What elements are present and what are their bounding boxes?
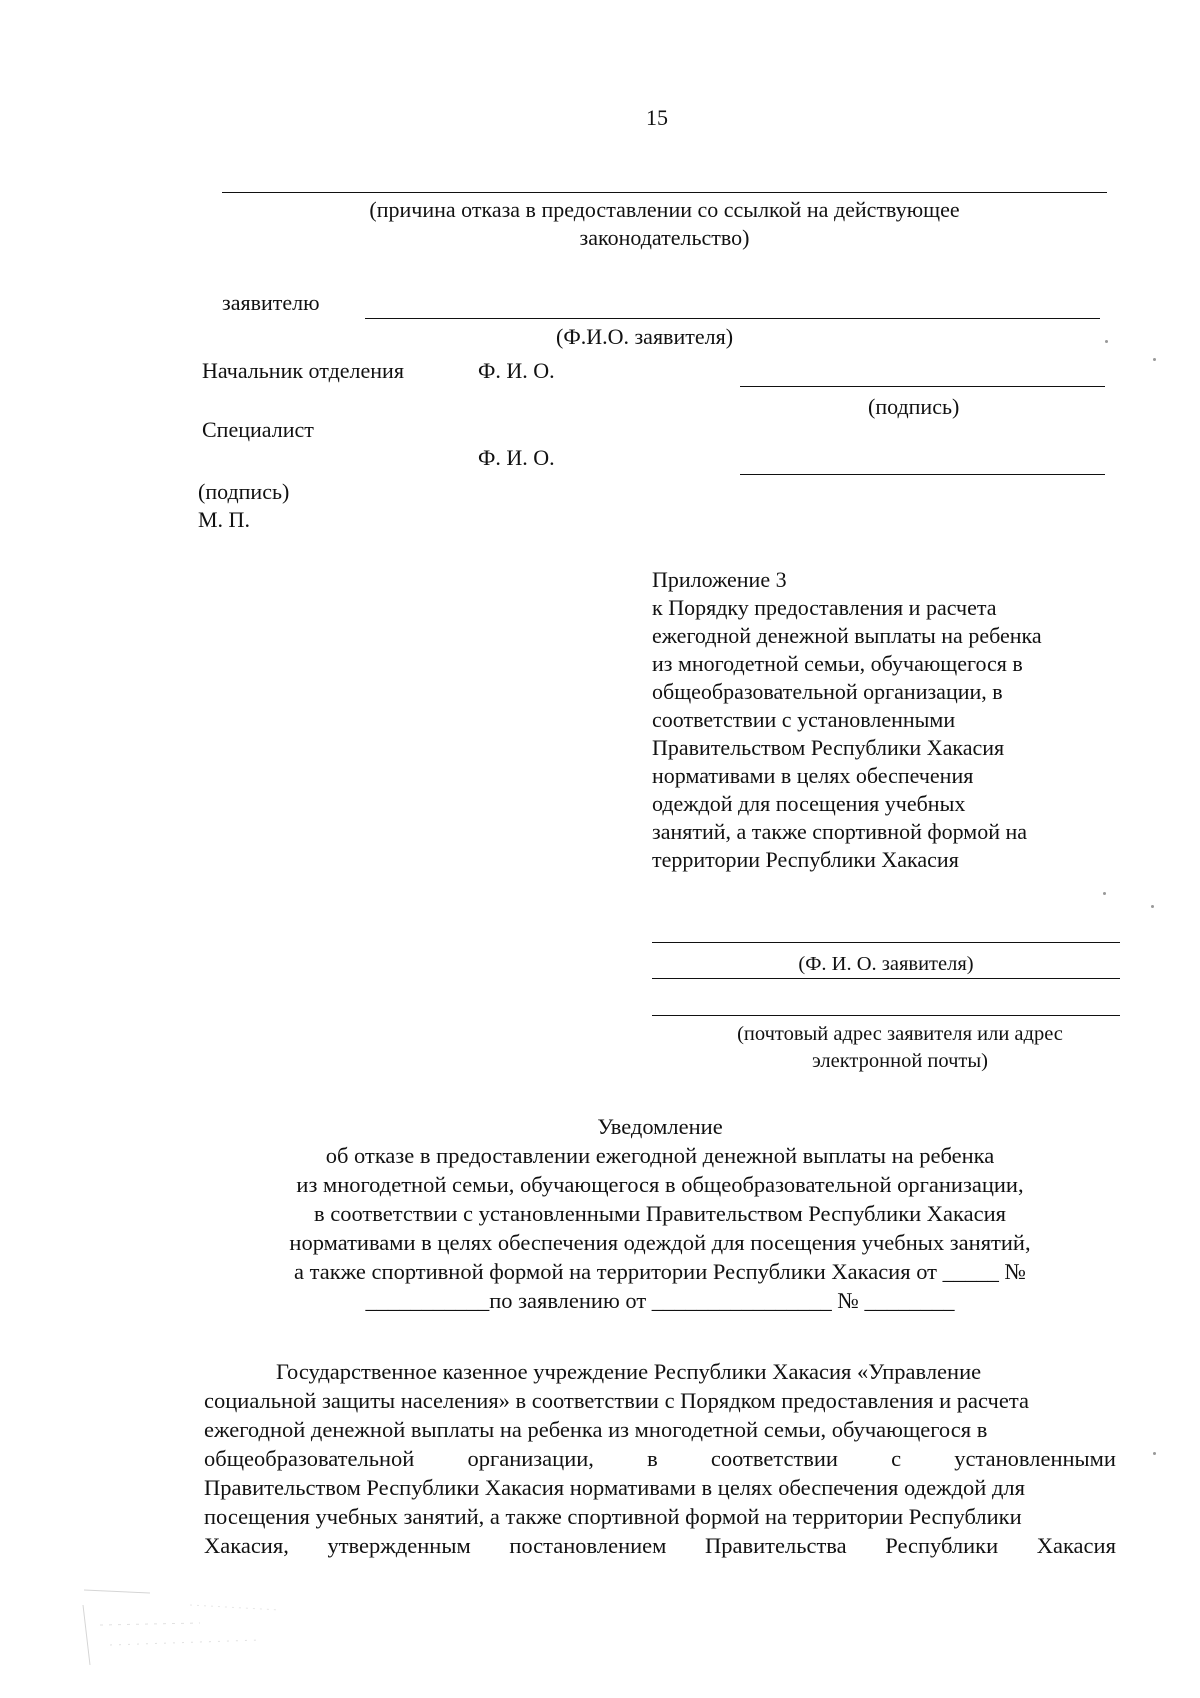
- addressee-fio-underline: [652, 978, 1120, 979]
- body-line-justified: [204, 1531, 1116, 1560]
- body-word: организации,: [467, 1446, 594, 1471]
- notice-line: об отказе в предоставлении ежегодной денежной выплаты на ребенка: [325, 1143, 995, 1168]
- appendix-line: общеобразовательной организации, в: [652, 679, 1003, 704]
- notice-title: Уведомление: [597, 1114, 723, 1139]
- body-word: в: [647, 1446, 658, 1471]
- body-word: с: [891, 1446, 902, 1471]
- body-line: посещения учебных занятий, а также спортивной формой на территории Республики: [204, 1504, 1022, 1529]
- applicant-fio-caption: (Ф.И.О. заявителя): [556, 324, 734, 349]
- appendix-line: Правительством Республики Хакасия: [652, 735, 1005, 760]
- body-line: Правительством Республики Хакасия нормативами в целях обеспечения одеждой для: [204, 1475, 1025, 1500]
- addressee-address-line: [652, 1015, 1120, 1016]
- body-word: Правительства: [705, 1533, 847, 1558]
- body-word: соответствии: [710, 1446, 838, 1471]
- specialist-signature-caption: (подпись): [198, 479, 290, 504]
- addressee-address-caption-1: (почтовый адрес заявителя или адрес: [737, 1023, 1063, 1045]
- head-fio: Ф. И. О.: [478, 358, 555, 383]
- specialist-fio: Ф. И. О.: [478, 445, 555, 470]
- notice-block: [60, 1112, 1200, 1315]
- body-word: установленными: [954, 1446, 1116, 1471]
- addressee-fio-line: [652, 942, 1120, 943]
- refusal-reason-caption-1: (причина отказа в предоставлении со ссылкой на действующее: [369, 197, 960, 222]
- appendix-block: [652, 566, 1042, 874]
- specialist-signature-line: [740, 474, 1105, 475]
- notice-line: ___________по заявлению от ________________ № ________: [365, 1288, 955, 1313]
- body-line: социальной защиты населения» в соответствии с Порядком предоставления и расчета: [204, 1388, 1029, 1413]
- scan-speck: [1153, 358, 1156, 361]
- applicant-label: заявителю: [222, 290, 320, 315]
- appendix-line: одеждой для посещения учебных: [652, 791, 966, 816]
- appendix-line: к Порядку предоставления и расчета: [652, 595, 997, 620]
- body-word: утвержденным: [327, 1533, 471, 1558]
- body-word: Хакасия,: [204, 1533, 289, 1558]
- notice-line: в соответствии с установленными Правительством Республики Хакасия: [313, 1201, 1006, 1226]
- notice-line: из многодетной семьи, обучающегося в общеобразовательной организации,: [296, 1172, 1024, 1197]
- scan-speck: [1103, 892, 1106, 895]
- notice-line: нормативами в целях обеспечения одеждой для посещения учебных занятий,: [289, 1230, 1031, 1255]
- body-line-justified: [204, 1444, 1116, 1473]
- head-signature-caption: (подпись): [868, 394, 960, 419]
- body-line: ежегодной денежной выплаты на ребенка из многодетной семьи, обучающегося в: [204, 1417, 988, 1442]
- refusal-reason-caption-2: законодательство): [579, 225, 750, 250]
- addressee-address-caption-2: электронной почты): [811, 1050, 988, 1072]
- body-word: общеобразовательной: [204, 1446, 415, 1471]
- body-line: Государственное казенное учреждение Республики Хакасия «Управление: [276, 1359, 982, 1384]
- scan-speck: [1153, 1452, 1156, 1455]
- appendix-line: соответствии с установленными: [652, 707, 956, 732]
- stamp-place: М. П.: [198, 507, 250, 532]
- appendix-line: ежегодной денежной выплаты на ребенка: [652, 623, 1042, 648]
- body-word: Хакасия: [1036, 1533, 1116, 1558]
- refusal-reason-line: [222, 192, 1107, 193]
- body-word: Республики: [885, 1533, 999, 1558]
- specialist-title: Специалист: [202, 417, 314, 442]
- appendix-line: из многодетной семьи, обучающегося в: [652, 651, 1023, 676]
- appendix-line: территории Республики Хакасия: [652, 847, 959, 872]
- addressee-fio-caption: (Ф. И. О. заявителя): [798, 953, 974, 975]
- scan-smudge: [80, 1585, 290, 1675]
- scan-speck: [1105, 340, 1108, 343]
- applicant-fio-line: [365, 318, 1100, 319]
- page-number: 15: [646, 105, 668, 130]
- scan-speck: [1151, 905, 1154, 908]
- appendix-line: нормативами в целях обеспечения: [652, 763, 974, 788]
- body-word: постановлением: [509, 1533, 667, 1558]
- appendix-line: Приложение 3: [652, 567, 787, 592]
- notice-line: а также спортивной формой на территории Республики Хакасия от _____ №: [294, 1259, 1026, 1284]
- body-text: [204, 1357, 1119, 1560]
- appendix-line: занятий, а также спортивной формой на: [652, 819, 1028, 844]
- head-title: Начальник отделения: [202, 358, 404, 383]
- head-signature-line: [740, 386, 1105, 387]
